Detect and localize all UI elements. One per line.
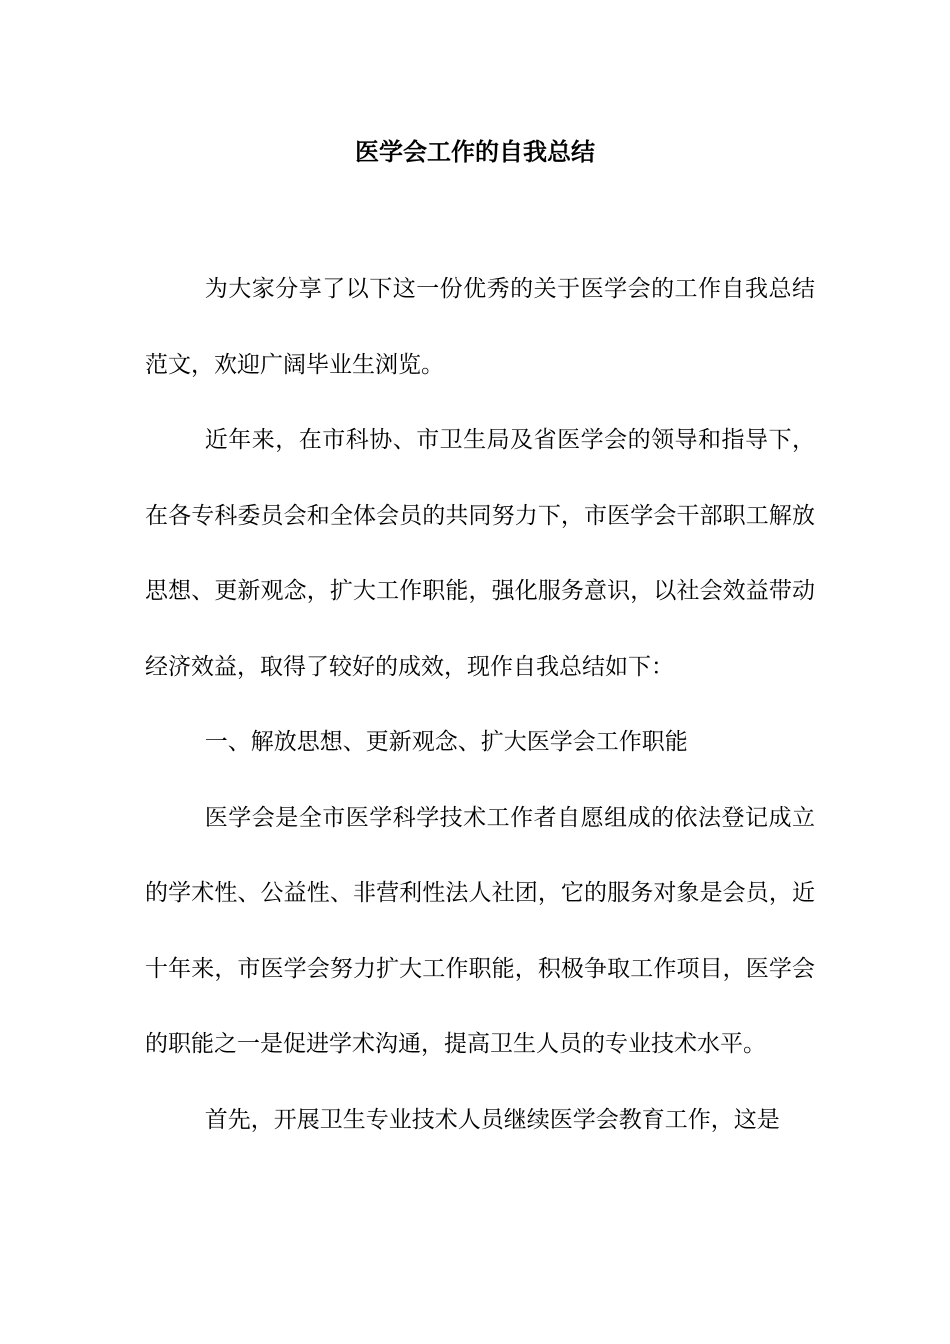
paragraph-intro: 为大家分享了以下这一份优秀的关于医学会的工作自我总结范文，欢迎广阔毕业生浏览。: [145, 276, 815, 378]
document-title: 医学会工作的自我总结: [355, 138, 595, 166]
paragraph-association-role: 医学会是全市医学科学技术工作者自愿组成的依法登记成立的学术性、公益性、非营利性法人社团，它的服务对象是会员，近十年来，市医学会努力扩大工作职能，积极争取工作项目，医学会的职能之一是促进学术沟通，提高卫生人员的专业技术水平。: [145, 804, 815, 1057]
paragraph-overview: 近年来，在市科协、市卫生局及省医学会的领导和指导下，在各专科委员会和全体会员的共同努力下，市医学会干部职工解放思想、更新观念，扩大工作职能，强化服务意识，以社会效益带动经济效益，取得了较好的成效，现作自我总结如下：: [145, 427, 815, 680]
paragraph-first-point: 首先，开展卫生专业技术人员继续医学会教育工作，这是: [204, 1106, 780, 1133]
section-heading-1: 一、解放思想、更新观念、扩大医学会工作职能: [204, 729, 688, 755]
document-body: [145, 252, 815, 1158]
